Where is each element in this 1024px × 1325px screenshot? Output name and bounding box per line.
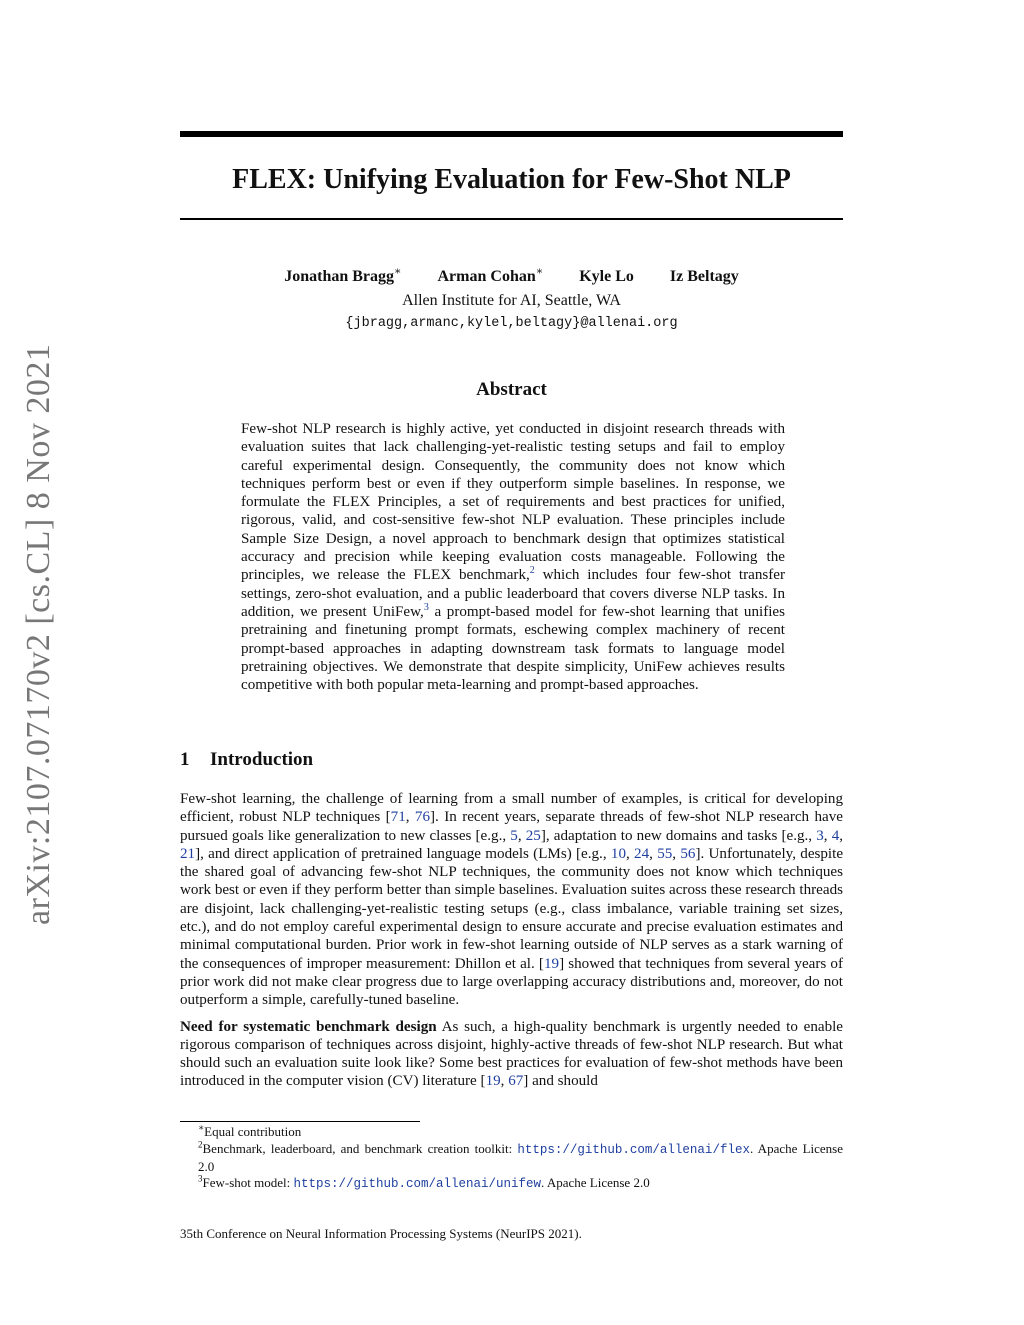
paragraph-lead: Need for systematic benchmark design [180,1018,437,1035]
conference-footer: 35th Conference on Neural Information Processing Systems (NeurIPS 2021). [180,1226,582,1241]
paragraph: Need for systematic benchmark design As such, a high-quality benchmark is urgently needed to enable rigorous comparison of techniques across disjoint, highly-active threads of few-shot NLP research. But what should such an evaluation suite look like? Some best practices for evaluation of few-shot methods have been introduced in the computer vision (CV) literature [19, 67] and should [180,1018,844,1090]
citation-link[interactable]: 10 [610,845,626,862]
abstract-heading: Abstract [476,379,547,400]
footnote-ref-3[interactable]: 3 [423,601,429,613]
paper-title: FLEX: Unifying Evaluation for Few-Shot NLP [232,164,791,195]
citation-link[interactable]: 71 [390,809,406,826]
citation-link[interactable]: 56 [680,845,696,862]
affiliation: Allen Institute for AI, Seattle, WA [402,292,621,309]
citation-link[interactable]: 19 [543,955,560,972]
title-rule-bottom [180,218,843,220]
author: Jonathan Bragg∗ [284,265,402,285]
footnote-ref-2[interactable]: 2 [529,565,535,577]
abstract-body: Few-shot NLP research is highly active, yet conducted in disjoint research threads with evaluation suites that lack challenging-yet-realistic testing setups and fail to employ careful experimental design. Consequently, the community does not know which techniques perform best or even if they outperform simple baselines. In response, we formulate the FLEX Principles, a set of requirements and best practices for unified, rigorous, valid, and cost-sensitive few-shot NLP evaluation. These principles include Sample Size Design, a novel approach to benchmark design that optimizes statistical accuracy and precision while keeping evaluation costs manageable. Following the principles, we release the FLEX benchmark,$^2$ which includes four few-shot transfer settings, zero-shot evaluation, and a public leaderboard that covers diverse NLP tasks. In addition, we present UniFew,$^3$ a prompt-based model for few-shot learning that unifies pretraining and finetuning prompt formats, eschewing complex machinery of recent prompt-based approaches in adapting downstream task formats to language model pretraining objectives. We demonstrate that despite simplicity, UniFew achieves results competitive with both popular meta-learning and prompt-based approaches. [241,421,786,694]
section-heading-introduction: 1 Introduction [180,749,314,770]
introduction-body [180,790,843,1099]
citation-link[interactable]: 21 [180,845,196,862]
unifew-repo-link[interactable]: https://github.com/allenai/unifew [293,1177,542,1192]
footnotes [180,1124,843,1193]
citation-link[interactable]: 19 [485,1073,501,1090]
author: Kyle Lo [579,268,634,285]
footnote-2: $^2$Benchmark, leaderboard, and benchmark creation toolkit: https://github.com/allenai/flex. Apache License 2.0 [198,1139,844,1174]
footnote-3: $^3$Few-shot model: https://github.com/allenai/unifew. Apache License 2.0 [198,1174,650,1192]
title-rule-top [180,131,843,137]
author-emails: {jbragg,armanc,kylel,beltagy}@allenai.org [345,316,678,331]
author: Iz Beltagy [669,268,739,285]
citation-link[interactable]: 5 [510,827,518,844]
paragraph: Few-shot learning, the challenge of learning from a small number of examples, is critical for developing efficient, robust NLP techniques [71, 76]. In recent years, separate threads of few-shot NLP research have pursued goals like generalization to new classes [e.g., 5, 25], adaptation to new domains and tasks [e.g., 3, 4, 21], and direct application of pretrained language models (LMs) [e.g., 10, 24, 55, 56]. Unfortunately, despite the shared goal of advancing few-shot NLP techniques, the community does not know which techniques work best or even if they perform better than simple baselines. Evaluation suites across these research threads are disjoint, lack challenging-yet-realistic testing setups (e.g., class imbalance, variable training set sizes, etc.), and do not employ careful experimental design to ensure accurate and precise evaluation estimates and minimal computational burden. Prior work in few-shot learning outside of NLP serves as a stark warning of the consequences of improper measurement: Dhillon et al. [19] showed that techniques from several years of prior work did not make clear progress due to large overlapping accuracy distributions and, moreover, do not outperform a simple, carefully-tuned baseline. [180,791,844,1009]
flex-repo-link[interactable]: https://github.com/allenai/flex [517,1142,750,1157]
citation-link[interactable]: 24 [634,845,650,862]
citation-link[interactable]: 3 [816,827,824,844]
author: Arman Cohan∗ [437,265,544,285]
footnote-rule [180,1121,420,1122]
equal-contribution-mark: ∗ [535,265,544,278]
citation-link[interactable]: 4 [831,827,840,844]
equal-contribution-mark: ∗ [394,265,402,278]
footnote-1: ∗Equal contribution [198,1122,302,1139]
citation-link[interactable]: 55 [657,845,673,862]
author-list [180,265,843,289]
citation-link[interactable]: 76 [414,809,431,826]
arxiv-stamp: arXiv:2107.07170v2 [cs.CL] 8 Nov 2021 [20,343,57,925]
citation-link[interactable]: 67 [508,1073,524,1090]
citation-link[interactable]: 25 [525,827,541,844]
